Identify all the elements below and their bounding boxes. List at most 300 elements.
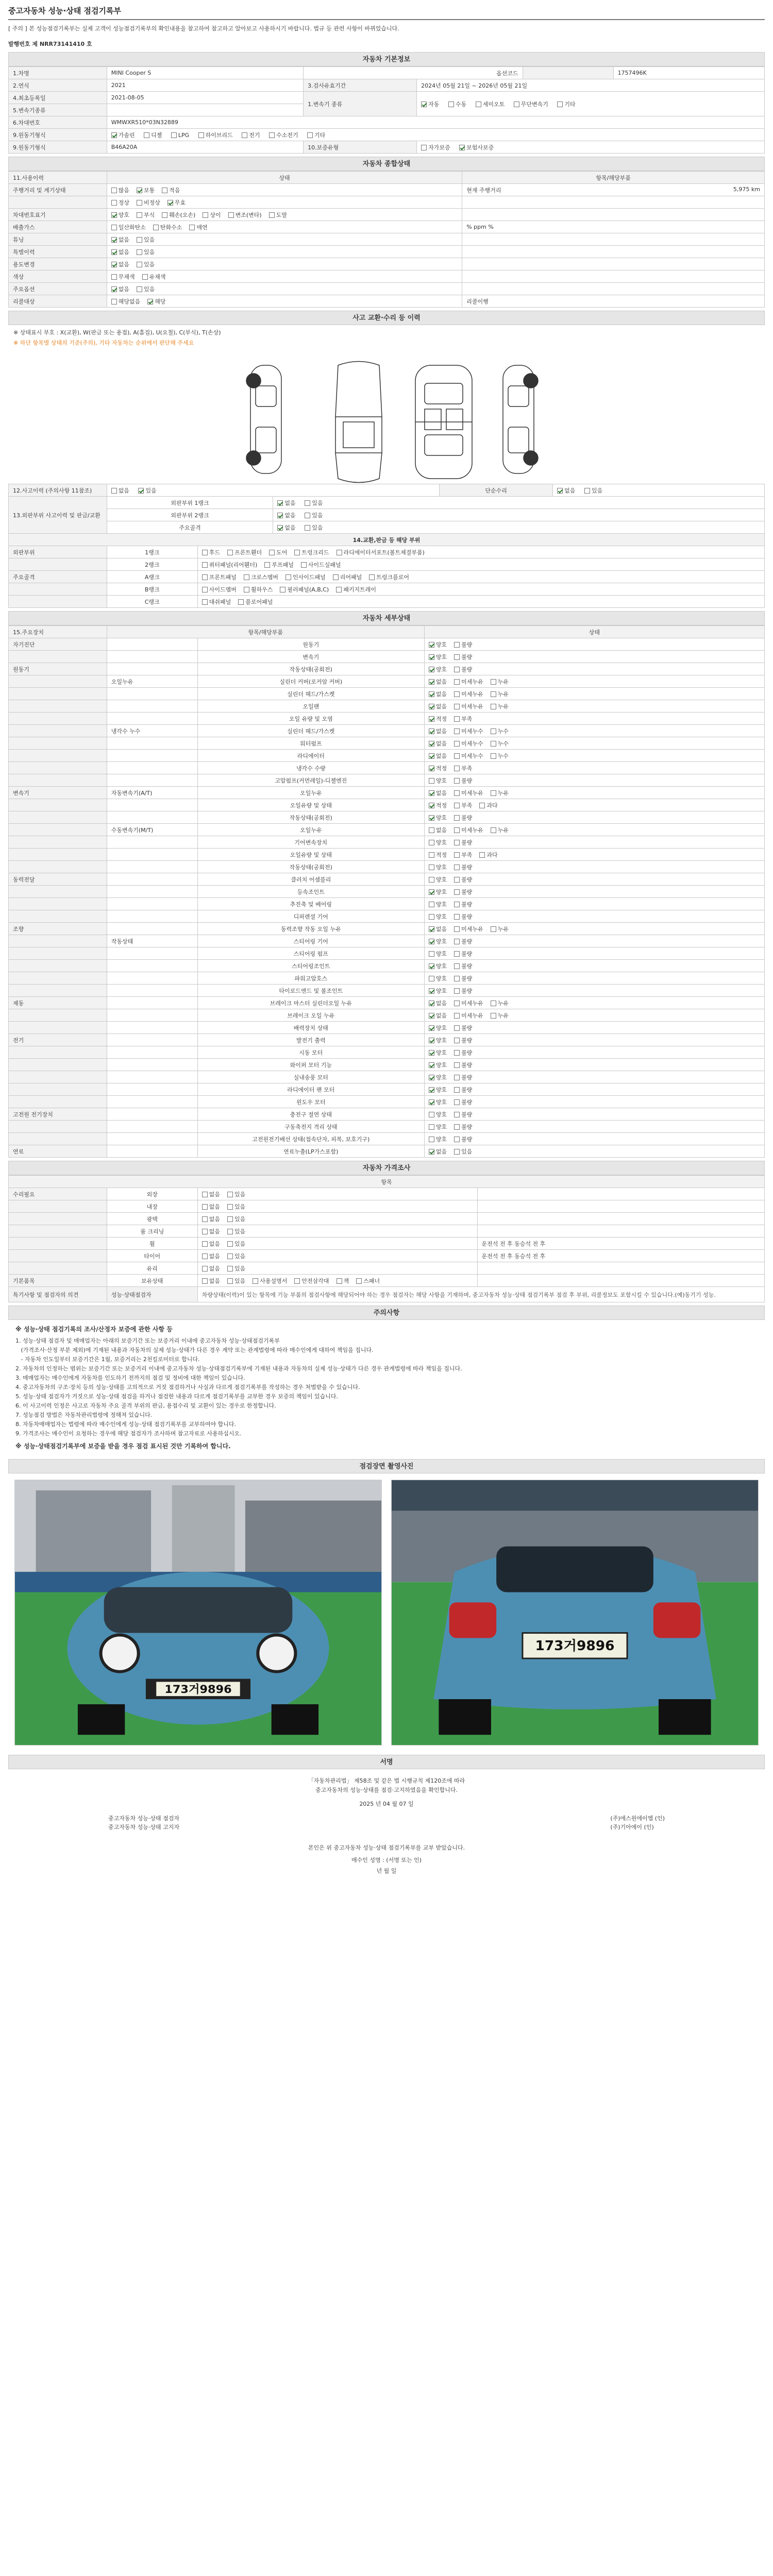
checkbox[interactable] bbox=[264, 562, 270, 568]
checkbox[interactable] bbox=[454, 803, 460, 808]
checkbox[interactable] bbox=[514, 101, 519, 107]
checkbox[interactable] bbox=[369, 574, 375, 580]
checkbox[interactable] bbox=[238, 599, 244, 605]
checkbox[interactable] bbox=[454, 753, 460, 759]
detail-sub bbox=[107, 638, 197, 651]
checkbox[interactable] bbox=[454, 1099, 460, 1105]
checkbox[interactable] bbox=[429, 1050, 434, 1056]
checkbox[interactable] bbox=[305, 525, 310, 531]
option-label: 누유 bbox=[497, 826, 509, 834]
title-divider bbox=[8, 19, 765, 20]
checkbox[interactable] bbox=[454, 1149, 460, 1155]
option-label: 없음 bbox=[118, 248, 129, 256]
checkbox[interactable] bbox=[137, 237, 142, 243]
checkbox[interactable] bbox=[227, 550, 233, 555]
detail-sub bbox=[107, 997, 197, 1009]
checkbox[interactable] bbox=[454, 951, 460, 957]
checkbox[interactable] bbox=[269, 550, 275, 555]
checkbox[interactable] bbox=[277, 525, 283, 531]
checkbox[interactable] bbox=[301, 562, 307, 568]
number-label: 발행번호 제 bbox=[8, 41, 38, 47]
option-label: 있음 bbox=[234, 1265, 246, 1272]
checkbox[interactable] bbox=[429, 642, 434, 648]
checkbox[interactable] bbox=[356, 1278, 362, 1284]
checkbox[interactable] bbox=[227, 1216, 233, 1222]
basic-label: 1.차명 bbox=[9, 67, 107, 79]
checkbox[interactable] bbox=[138, 488, 144, 494]
checkbox[interactable] bbox=[454, 728, 460, 734]
checkbox[interactable] bbox=[144, 132, 149, 138]
checkbox[interactable] bbox=[459, 145, 465, 150]
checkbox[interactable] bbox=[479, 803, 485, 808]
general-label: 튜닝 bbox=[9, 233, 107, 246]
detail-group bbox=[9, 972, 107, 985]
checkbox[interactable] bbox=[137, 200, 142, 206]
rear-photo bbox=[391, 1480, 759, 1745]
checkbox[interactable] bbox=[491, 679, 496, 685]
checkbox[interactable] bbox=[454, 1001, 460, 1006]
option-label: 양호 bbox=[435, 777, 447, 784]
rank-label: 1랭크 bbox=[107, 546, 197, 558]
option-label: 탄화수소 bbox=[160, 224, 182, 231]
checkbox[interactable] bbox=[429, 1149, 434, 1155]
detail-row bbox=[9, 1133, 765, 1145]
option-label: 불량 bbox=[461, 1024, 473, 1031]
price-row bbox=[9, 1262, 765, 1275]
checkbox[interactable] bbox=[454, 1137, 460, 1142]
checkbox[interactable] bbox=[454, 1050, 460, 1056]
checkbox[interactable] bbox=[429, 840, 434, 845]
checkbox[interactable] bbox=[202, 1278, 208, 1284]
detail-item: 배력장치 상태 bbox=[197, 1022, 424, 1034]
checkbox[interactable] bbox=[202, 599, 208, 605]
option-label: 불량 bbox=[461, 1098, 473, 1106]
price-opts bbox=[197, 1188, 477, 1200]
detail-sub bbox=[107, 1034, 197, 1046]
checkbox[interactable] bbox=[491, 1001, 496, 1006]
checkbox[interactable] bbox=[454, 939, 460, 944]
general-row bbox=[9, 196, 765, 209]
option-label: 과다 bbox=[486, 802, 498, 809]
price-item: 외장 bbox=[107, 1188, 197, 1200]
price-opts bbox=[197, 1250, 477, 1262]
checkbox[interactable] bbox=[491, 827, 496, 833]
checkbox[interactable] bbox=[429, 728, 434, 734]
basic-label: 1.변속기 종류 bbox=[304, 92, 417, 116]
checkbox[interactable] bbox=[429, 815, 434, 821]
checkbox[interactable] bbox=[454, 840, 460, 845]
detail-row bbox=[9, 638, 765, 651]
checkbox[interactable] bbox=[454, 852, 460, 858]
option-label: 양호 bbox=[435, 1049, 447, 1056]
checkbox[interactable] bbox=[227, 1266, 233, 1272]
general-label: 배출가스 bbox=[9, 221, 107, 233]
checkbox[interactable] bbox=[429, 1038, 434, 1043]
checkbox[interactable] bbox=[277, 513, 283, 518]
general-row bbox=[9, 233, 765, 246]
checkbox[interactable] bbox=[111, 249, 117, 255]
detail-sub bbox=[107, 898, 197, 910]
checkbox[interactable] bbox=[491, 926, 496, 932]
option-label: 양호 bbox=[435, 1024, 447, 1031]
checkbox[interactable] bbox=[294, 550, 300, 555]
checkbox[interactable] bbox=[429, 926, 434, 932]
checkbox[interactable] bbox=[454, 976, 460, 981]
checkbox[interactable] bbox=[429, 852, 434, 858]
note-line: 4. 중고자동차의 구조·장치 등의 성능·상태를 고의적으로 거짓 점검하거나 사실과 다르게 점검기록부를 작성하는 경우 처벌받을 수 있습니다. bbox=[15, 1384, 360, 1391]
option-label: 불량 bbox=[461, 888, 473, 895]
checkbox[interactable] bbox=[454, 778, 460, 784]
checkbox[interactable] bbox=[429, 914, 434, 920]
checkbox[interactable] bbox=[198, 132, 204, 138]
checkbox[interactable] bbox=[111, 299, 117, 304]
detail-row bbox=[9, 923, 765, 935]
checkbox[interactable] bbox=[476, 101, 481, 107]
checkbox[interactable] bbox=[454, 1112, 460, 1117]
checkbox[interactable] bbox=[227, 1241, 233, 1247]
detail-sub bbox=[107, 1133, 197, 1145]
checkbox[interactable] bbox=[429, 1112, 434, 1117]
detail-sub bbox=[107, 750, 197, 762]
checkbox[interactable] bbox=[429, 766, 434, 771]
checkbox[interactable] bbox=[111, 188, 117, 193]
checkbox[interactable] bbox=[429, 753, 434, 759]
option-label: 불량 bbox=[461, 938, 473, 945]
detail-state bbox=[424, 737, 764, 750]
detail-item: 파워고압호스 bbox=[197, 972, 424, 985]
checkbox[interactable] bbox=[454, 827, 460, 833]
checkbox[interactable] bbox=[137, 262, 142, 267]
checkbox[interactable] bbox=[429, 1137, 434, 1142]
detail-row bbox=[9, 787, 765, 799]
option-label: 불량 bbox=[461, 987, 473, 994]
checkbox[interactable] bbox=[491, 790, 496, 796]
checkbox[interactable] bbox=[491, 753, 496, 759]
checkbox[interactable] bbox=[454, 704, 460, 709]
checkbox[interactable] bbox=[111, 488, 117, 494]
detail-item: 오일누유 bbox=[197, 787, 424, 799]
checkbox[interactable] bbox=[454, 790, 460, 796]
detail-sub bbox=[107, 663, 197, 675]
checkbox[interactable] bbox=[147, 299, 153, 304]
checkbox[interactable] bbox=[429, 1001, 434, 1006]
checkbox[interactable] bbox=[429, 790, 434, 796]
checkbox[interactable] bbox=[111, 262, 117, 267]
detail-group bbox=[9, 799, 107, 811]
checkbox[interactable] bbox=[227, 1253, 233, 1259]
detail-item: 실린더 커버(로커암 커버) bbox=[197, 675, 424, 688]
checkbox[interactable] bbox=[454, 889, 460, 895]
checkbox[interactable] bbox=[202, 1192, 208, 1197]
detail-row bbox=[9, 1083, 765, 1096]
note-line: 1. 성능·상태 점검자 및 매매업자는 아래의 보증기간 또는 보증거리 이내에 중고자동차 성능·상태점검기록부 bbox=[15, 1337, 280, 1345]
checkbox[interactable] bbox=[227, 1278, 233, 1284]
checkbox[interactable] bbox=[479, 852, 485, 858]
option-label: 양호 bbox=[435, 1074, 447, 1081]
option-label: 양호 bbox=[435, 641, 447, 648]
price-item: 보유상태 bbox=[107, 1275, 197, 1287]
checkbox[interactable] bbox=[202, 562, 208, 568]
checkbox[interactable] bbox=[203, 212, 208, 218]
checkbox[interactable] bbox=[111, 274, 117, 280]
option-label: 양호 bbox=[435, 814, 447, 821]
general-state bbox=[107, 209, 462, 221]
detail-state bbox=[424, 774, 764, 787]
general-row bbox=[9, 270, 765, 283]
checkbox[interactable] bbox=[137, 286, 142, 292]
checkbox[interactable] bbox=[167, 200, 173, 206]
option-label: 양호 bbox=[435, 653, 447, 660]
checkbox[interactable] bbox=[454, 716, 460, 722]
checkbox[interactable] bbox=[202, 1229, 208, 1234]
checkbox[interactable] bbox=[153, 225, 159, 230]
checkbox[interactable] bbox=[269, 132, 275, 138]
option-label: 보통 bbox=[143, 187, 155, 194]
checkbox[interactable] bbox=[429, 1013, 434, 1019]
checkbox[interactable] bbox=[111, 200, 117, 206]
checkbox[interactable] bbox=[491, 728, 496, 734]
checkbox[interactable] bbox=[429, 877, 434, 883]
basic-label: 2.연식 bbox=[9, 79, 107, 92]
checkbox[interactable] bbox=[454, 642, 460, 648]
checkbox[interactable] bbox=[454, 914, 460, 920]
checkbox[interactable] bbox=[491, 704, 496, 709]
checkbox[interactable] bbox=[305, 513, 310, 518]
option-label: 불량 bbox=[461, 1061, 473, 1069]
checkbox[interactable] bbox=[242, 132, 247, 138]
checkbox[interactable] bbox=[244, 574, 249, 580]
basic-label: 옵션코드 bbox=[304, 67, 523, 79]
option-label: 누수 bbox=[497, 752, 509, 759]
option-label: 없음 bbox=[435, 727, 447, 735]
detail-state bbox=[424, 651, 764, 663]
checkbox[interactable] bbox=[429, 865, 434, 870]
detail-row bbox=[9, 849, 765, 861]
option-label: 없음 bbox=[435, 740, 447, 747]
checkbox[interactable] bbox=[305, 500, 310, 506]
checkbox[interactable] bbox=[171, 132, 177, 138]
checkbox[interactable] bbox=[202, 587, 208, 592]
checkbox[interactable] bbox=[429, 1099, 434, 1105]
checkbox[interactable] bbox=[491, 1013, 496, 1019]
checkbox[interactable] bbox=[111, 132, 117, 138]
basic-value: B46A20A bbox=[107, 141, 303, 154]
checkbox[interactable] bbox=[454, 654, 460, 660]
detail-state bbox=[424, 1022, 764, 1034]
option-label: 적정 bbox=[435, 765, 447, 772]
checkbox[interactable] bbox=[584, 488, 590, 494]
option-label: 없음 bbox=[209, 1203, 220, 1210]
checkbox[interactable] bbox=[429, 654, 434, 660]
checkbox[interactable] bbox=[454, 963, 460, 969]
checkbox[interactable] bbox=[429, 889, 434, 895]
checkbox[interactable] bbox=[429, 1025, 434, 1031]
checkbox[interactable] bbox=[448, 101, 454, 107]
price-extra bbox=[477, 1225, 764, 1238]
checkbox[interactable] bbox=[454, 1025, 460, 1031]
checkbox[interactable] bbox=[111, 225, 117, 230]
checkbox[interactable] bbox=[137, 212, 142, 218]
general-row bbox=[9, 184, 765, 196]
detail-state bbox=[424, 725, 764, 737]
checkbox[interactable] bbox=[429, 667, 434, 672]
checkbox[interactable] bbox=[454, 1124, 460, 1130]
checkbox[interactable] bbox=[454, 1038, 460, 1043]
checkbox[interactable] bbox=[429, 1075, 434, 1080]
checkbox[interactable] bbox=[454, 988, 460, 994]
checkbox[interactable] bbox=[429, 939, 434, 944]
plate-left: 173거9896 bbox=[164, 1683, 232, 1697]
checkbox[interactable] bbox=[277, 500, 283, 506]
option-label: 부족 bbox=[461, 802, 473, 809]
general-state bbox=[107, 233, 462, 246]
checkbox[interactable] bbox=[137, 249, 142, 255]
checkbox[interactable] bbox=[253, 1278, 258, 1284]
checkbox[interactable] bbox=[285, 574, 291, 580]
checkbox[interactable] bbox=[336, 587, 342, 592]
detail-state bbox=[424, 910, 764, 923]
checkbox[interactable] bbox=[337, 1278, 342, 1284]
checkbox[interactable] bbox=[429, 679, 434, 685]
option-label: 양호 bbox=[435, 666, 447, 673]
detail-group bbox=[9, 725, 107, 737]
checkbox[interactable] bbox=[429, 902, 434, 907]
checkbox[interactable] bbox=[429, 1124, 434, 1130]
checkbox[interactable] bbox=[111, 237, 117, 243]
checkbox[interactable] bbox=[227, 1204, 233, 1210]
checkbox[interactable] bbox=[227, 1192, 233, 1197]
checkbox[interactable] bbox=[202, 1204, 208, 1210]
checkbox[interactable] bbox=[294, 1278, 300, 1284]
detail-group bbox=[9, 886, 107, 898]
checkbox[interactable] bbox=[244, 587, 249, 592]
price-item: 타이어 bbox=[107, 1250, 197, 1262]
checkbox[interactable] bbox=[429, 951, 434, 957]
detail-item: 고전원전기배선 상태(접속단자, 피복, 보호기구) bbox=[197, 1133, 424, 1145]
price-extra bbox=[477, 1200, 764, 1213]
checkbox[interactable] bbox=[162, 212, 167, 218]
checkbox[interactable] bbox=[137, 188, 142, 193]
checkbox[interactable] bbox=[202, 1241, 208, 1247]
checkbox[interactable] bbox=[557, 101, 563, 107]
checkbox[interactable] bbox=[111, 286, 117, 292]
basic-label: 3.검사유효기간 bbox=[304, 79, 417, 92]
checkbox[interactable] bbox=[454, 691, 460, 697]
checkbox[interactable] bbox=[142, 274, 148, 280]
checkbox[interactable] bbox=[429, 1087, 434, 1093]
option-label: 적음 bbox=[169, 187, 180, 194]
option-label: 양호 bbox=[435, 901, 447, 908]
checkbox[interactable] bbox=[454, 1062, 460, 1068]
checkbox[interactable] bbox=[491, 741, 496, 747]
accident-legend: ※ 상태표시 부호 : X(교환), W(판금 또는 용접), A(흠집), U(요철), C(부식), T(손상) ※ 하단 항목별 상태의 기준(주의), 기타 자동차는 순위에서 판단해 주세요 bbox=[13, 329, 221, 346]
checkbox[interactable] bbox=[111, 212, 117, 218]
checkbox[interactable] bbox=[227, 1229, 233, 1234]
detail-row bbox=[9, 1046, 765, 1059]
checkbox[interactable] bbox=[202, 1216, 208, 1222]
checkbox[interactable] bbox=[429, 691, 434, 697]
detail-sub bbox=[107, 1145, 197, 1158]
note-line: 6. 이 사고이력 인정은 사고로 자동차 주요 골격 부위의 판금, 용접수리 및 교환이 있는 경우로 한정합니다. bbox=[15, 1402, 276, 1409]
basic-row-6 bbox=[9, 129, 765, 141]
detail-group bbox=[9, 1022, 107, 1034]
rank-row bbox=[9, 583, 765, 596]
rank-row bbox=[9, 571, 765, 583]
checkbox[interactable] bbox=[429, 827, 434, 833]
checkbox[interactable] bbox=[280, 587, 285, 592]
detail-item: 작동상태(공회전) bbox=[197, 861, 424, 873]
detail-group bbox=[9, 688, 107, 700]
detail-item: 작동상태(공회전) bbox=[197, 811, 424, 824]
checkbox[interactable] bbox=[429, 716, 434, 722]
detail-state bbox=[424, 960, 764, 972]
checkbox[interactable] bbox=[421, 145, 427, 150]
checkbox[interactable] bbox=[162, 188, 167, 193]
checkbox[interactable] bbox=[202, 1253, 208, 1259]
checkbox[interactable] bbox=[307, 132, 313, 138]
checkbox[interactable] bbox=[429, 976, 434, 981]
detail-sub bbox=[107, 947, 197, 960]
basic-label: 9.원동기형식 bbox=[9, 141, 107, 154]
basic-value bbox=[107, 104, 303, 116]
section-notes-title: 주의사항 bbox=[8, 1306, 765, 1320]
checkbox[interactable] bbox=[429, 803, 434, 808]
checkbox[interactable] bbox=[429, 963, 434, 969]
checkbox[interactable] bbox=[454, 1075, 460, 1080]
checkbox[interactable] bbox=[454, 667, 460, 672]
option-label: 미세누유 bbox=[461, 789, 483, 796]
checkbox[interactable] bbox=[491, 691, 496, 697]
checkbox[interactable] bbox=[454, 766, 460, 771]
checkbox[interactable] bbox=[333, 574, 339, 580]
checkbox[interactable] bbox=[269, 212, 275, 218]
checkbox[interactable] bbox=[454, 1013, 460, 1019]
checkbox[interactable] bbox=[557, 488, 563, 494]
checkbox[interactable] bbox=[429, 741, 434, 747]
checkbox[interactable] bbox=[202, 550, 208, 555]
detail-group bbox=[9, 824, 107, 836]
checkbox[interactable] bbox=[454, 1087, 460, 1093]
detail-row bbox=[9, 1145, 765, 1158]
checkbox[interactable] bbox=[202, 1266, 208, 1272]
checkbox[interactable] bbox=[228, 212, 234, 218]
checkbox[interactable] bbox=[454, 877, 460, 883]
option-label: 없음 bbox=[435, 678, 447, 685]
buyer-signature[interactable]: 매수인 성명 : (서명 또는 인) bbox=[351, 1856, 422, 1863]
detail-row bbox=[9, 713, 765, 725]
checkbox[interactable] bbox=[454, 865, 460, 870]
detail-sub bbox=[107, 836, 197, 849]
checkbox[interactable] bbox=[429, 778, 434, 784]
checkbox[interactable] bbox=[429, 704, 434, 709]
checkbox[interactable] bbox=[429, 1062, 434, 1068]
checkbox[interactable] bbox=[454, 679, 460, 685]
checkbox[interactable] bbox=[202, 574, 208, 580]
document-title: 중고자동차 성능·상태 점검기록부 bbox=[8, 6, 122, 15]
checkbox[interactable] bbox=[454, 926, 460, 932]
accident-subtitle: 14.교환,판금 등 해당 부위 bbox=[9, 534, 765, 546]
checkbox[interactable] bbox=[337, 550, 342, 555]
checkbox[interactable] bbox=[429, 988, 434, 994]
price-extra: 운전석 전 후 동승석 전 후 bbox=[477, 1238, 764, 1250]
checkbox[interactable] bbox=[421, 101, 427, 107]
photo-area bbox=[8, 1473, 765, 1752]
checkbox[interactable] bbox=[454, 815, 460, 821]
checkbox[interactable] bbox=[454, 741, 460, 747]
checkbox[interactable] bbox=[189, 225, 195, 230]
general-note bbox=[462, 283, 765, 295]
checkbox[interactable] bbox=[454, 902, 460, 907]
